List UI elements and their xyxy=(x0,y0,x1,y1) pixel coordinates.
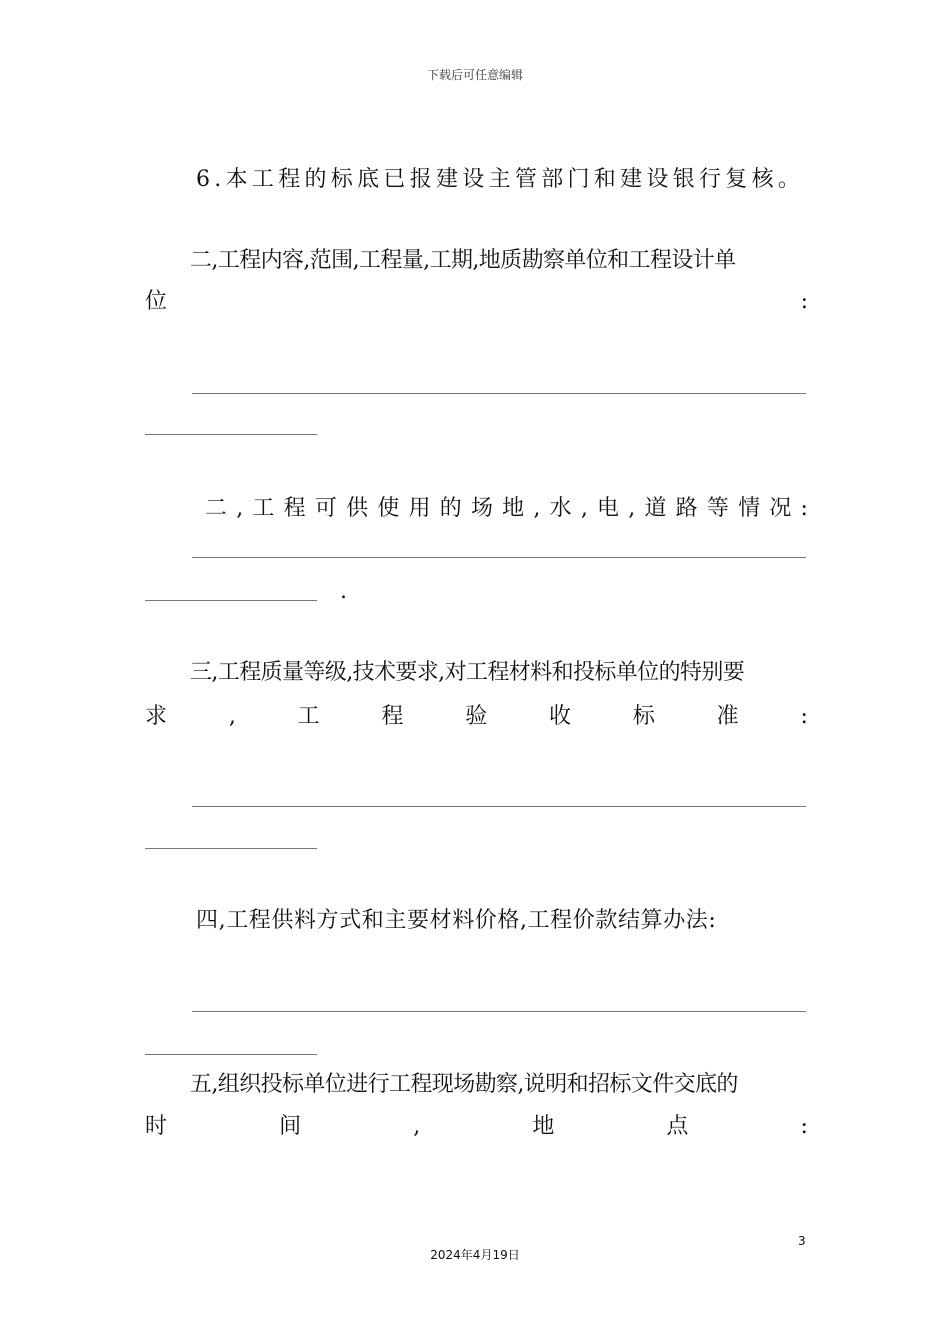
paragraph-line-9 xyxy=(190,1070,808,1100)
text-glyph: 水 xyxy=(549,496,572,521)
text-glyph: , xyxy=(236,496,244,521)
paragraph-line-8 xyxy=(196,906,808,936)
paragraph-line-1 xyxy=(196,165,808,195)
text-glyph: 标 xyxy=(632,704,655,729)
paragraph-line-6 xyxy=(190,658,808,688)
text-glyph: 工 xyxy=(297,704,320,729)
text-glyph: 工 xyxy=(252,496,275,521)
paragraph-line-7 xyxy=(145,702,808,732)
text: : xyxy=(800,289,808,314)
text-glyph: : xyxy=(800,704,808,729)
text-glyph: 电 xyxy=(597,496,620,521)
text-glyph: 用 xyxy=(408,496,431,521)
paragraph-line-3 xyxy=(145,287,808,317)
text-glyph: , xyxy=(580,496,588,521)
blank-underline xyxy=(192,806,806,807)
text: 四,工程供料方式和主要材料价格,工程价款结算办法: xyxy=(196,908,717,933)
page-number: 3 xyxy=(798,1234,806,1248)
text-glyph: 可 xyxy=(314,496,337,521)
text-glyph: 况 xyxy=(769,496,792,521)
text: 五,组织投标单位进行工程现场勘察,说明和招标文件交底的 xyxy=(190,1072,738,1097)
blank-underline xyxy=(192,557,806,558)
text-glyph: 时 xyxy=(145,1114,168,1139)
blank-underline xyxy=(145,600,317,601)
blank-underline xyxy=(145,434,317,435)
text: 位 xyxy=(145,289,168,314)
text-glyph: 地 xyxy=(502,496,525,521)
paragraph-line-2 xyxy=(190,246,808,276)
text-glyph: 使 xyxy=(377,496,400,521)
text: 6.本工程的标底已报建设主管部门和建设银行复核。 xyxy=(196,167,805,192)
blank-underline xyxy=(145,848,317,849)
text: 三,工程质量等级,技术要求,对工程材料和投标单位的特别要 xyxy=(190,660,745,685)
text-glyph: , xyxy=(533,496,541,521)
page-header: 下载后可任意编辑 xyxy=(426,68,523,82)
text-glyph: 求 xyxy=(145,704,168,729)
text-glyph: 验 xyxy=(465,704,488,729)
text-glyph: 情 xyxy=(738,496,761,521)
text-glyph: 地 xyxy=(532,1114,555,1139)
text-glyph: 准 xyxy=(716,704,739,729)
text-glyph: , xyxy=(228,704,236,729)
blank-underline xyxy=(192,1011,806,1012)
text-glyph: , xyxy=(628,496,636,521)
text-glyph: 二 xyxy=(205,496,228,521)
text-glyph: : xyxy=(800,496,808,521)
paragraph-line-10 xyxy=(145,1112,808,1142)
text-glyph: 等 xyxy=(706,496,729,521)
text-glyph: : xyxy=(800,1114,808,1139)
text-glyph: 场 xyxy=(470,496,493,521)
page-footer-date: 2024年4月19日 xyxy=(430,1248,520,1262)
text-glyph: 道 xyxy=(644,496,667,521)
text-glyph: 点 xyxy=(666,1114,689,1139)
text-glyph: 收 xyxy=(549,704,572,729)
text-glyph: 的 xyxy=(439,496,462,521)
blank-underline xyxy=(145,1054,317,1055)
text: 二,工程内容,范围,工程量,工期,地质勘察单位和工程设计单 xyxy=(190,248,736,273)
text-glyph: 路 xyxy=(675,496,698,521)
paragraph-line-4 xyxy=(205,494,808,524)
text-glyph: 供 xyxy=(346,496,369,521)
blank-underline xyxy=(192,393,806,394)
text-glyph: 程 xyxy=(283,496,306,521)
text-glyph: , xyxy=(413,1114,421,1139)
text-glyph: 程 xyxy=(381,704,404,729)
text-glyph: 间 xyxy=(279,1114,302,1139)
period-mark: . xyxy=(340,579,347,604)
